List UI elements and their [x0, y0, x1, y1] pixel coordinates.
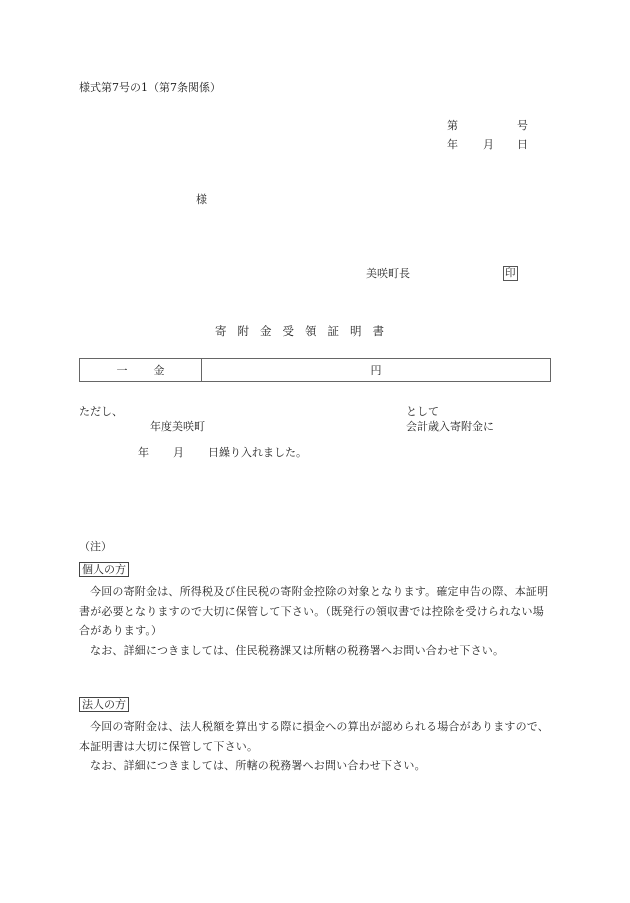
corporate-label: 法人の方: [79, 697, 129, 712]
notes-heading: （注）: [79, 540, 112, 553]
amount-label: 一金: [116, 364, 191, 377]
individual-notes: [79, 582, 554, 660]
deposit-month: 月: [173, 446, 184, 459]
purpose-as: として: [406, 405, 439, 418]
date-month: 月: [483, 138, 494, 151]
deposit-day-text: 日繰り入れました。: [208, 446, 307, 459]
issuer-name: 美咲町長: [366, 267, 410, 280]
corporate-paragraph-1: 今回の寄附金は、法人税額を算出する際に損金への算出が認められる場合がありますので、本証明書は大切に保管して下さい。: [79, 720, 549, 753]
purpose-prefix: ただし、: [79, 405, 123, 418]
corporate-paragraph-2: なお、詳細につきましては、所轄の税務署へお問い合わせ下さい。: [90, 759, 426, 772]
amount-table: [79, 358, 551, 382]
corporate-notes: [79, 717, 554, 776]
recipient-suffix: 様: [196, 193, 207, 206]
number-suffix: 号: [517, 119, 528, 132]
amount-value-cell: [202, 359, 550, 381]
seal-mark: 印: [505, 267, 516, 279]
date-day: 日: [517, 138, 528, 151]
individual-paragraph-2: なお、詳細につきましては、住民税務課又は所轄の税務署へお問い合わせ下さい。: [90, 643, 505, 657]
form-id: 様式第7号の1（第7条関係）: [79, 81, 221, 94]
account-name: 会計歳入寄附金に: [406, 420, 494, 433]
document-title: 寄附金受領証明書: [215, 324, 395, 338]
number-prefix: 第: [447, 119, 458, 132]
fiscal-year: 年度美咲町: [150, 420, 205, 433]
deposit-year: 年: [138, 446, 149, 459]
amount-label-cell: [80, 359, 202, 381]
amount-unit: 円: [370, 364, 382, 377]
individual-paragraph-1: 今回の寄附金は、所得税及び住民税の寄附金控除の対象となります。確定申告の際、本証明書が必要となりますので大切に保管して下さい。（既発行の領収書では控除を受けられない場合があります。）: [79, 585, 549, 637]
individual-label: 個人の方: [79, 562, 129, 577]
date-year: 年: [447, 138, 458, 151]
